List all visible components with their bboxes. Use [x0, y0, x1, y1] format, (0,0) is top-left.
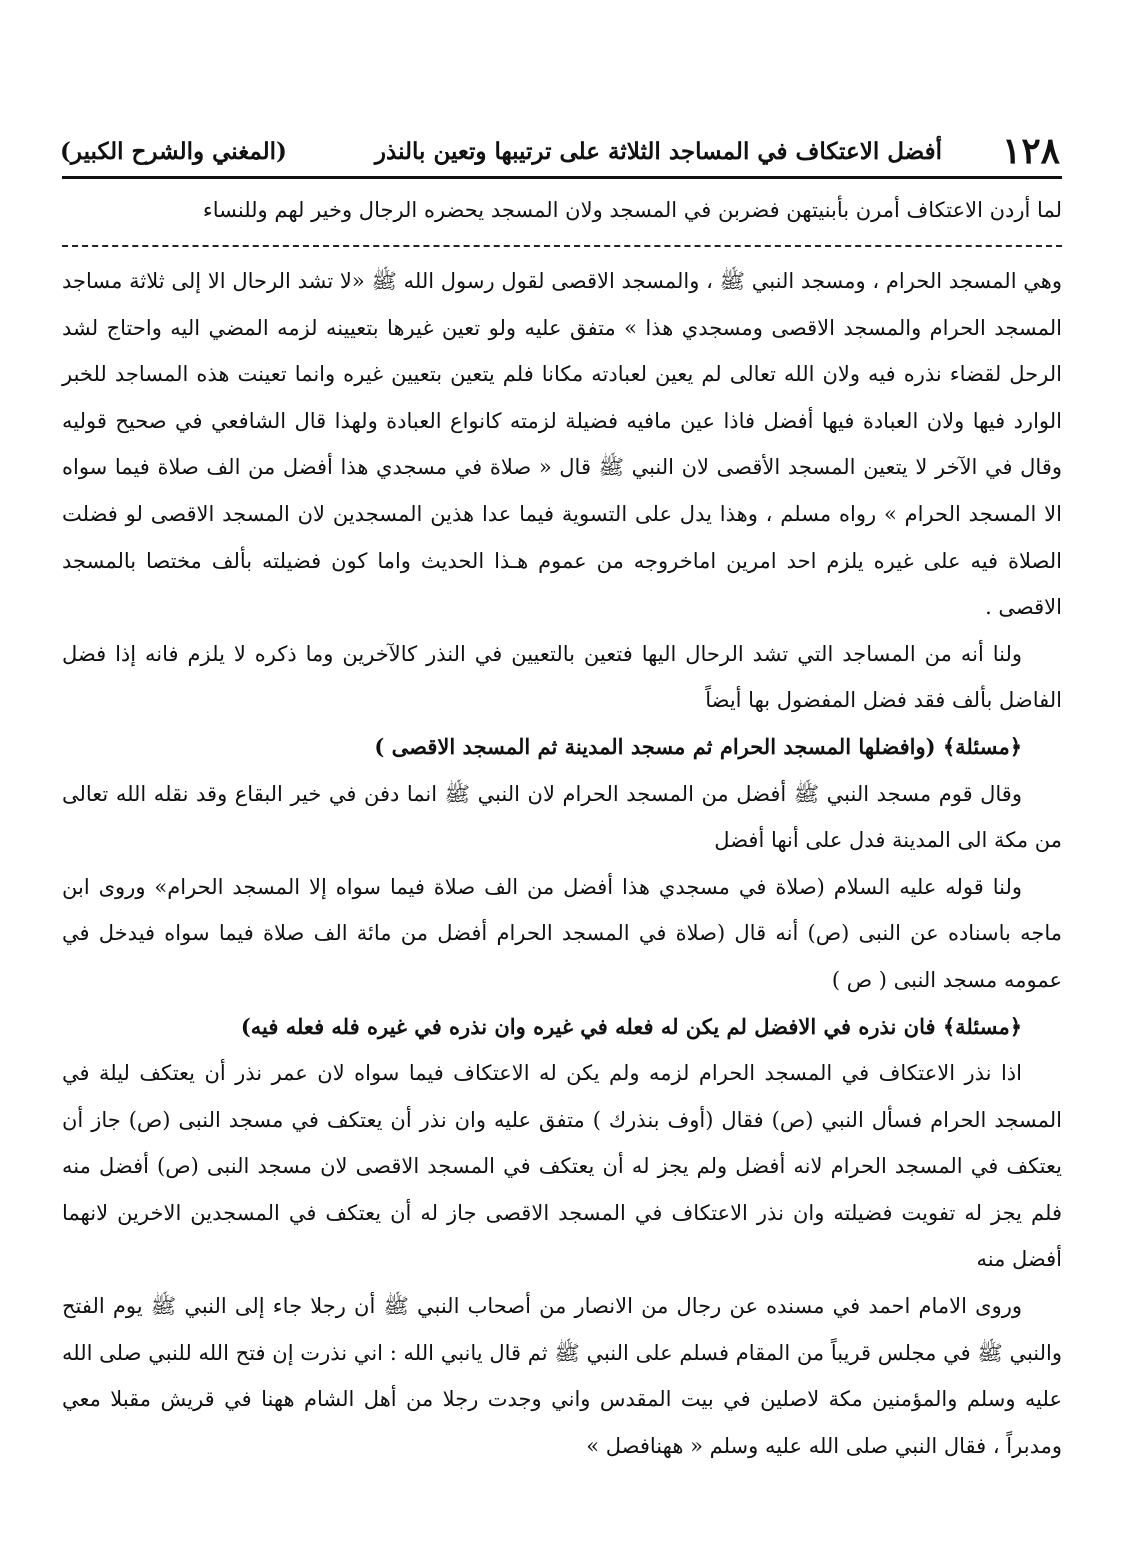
page-header: [60, 128, 1060, 174]
footnote-continuation-line: لما أردن الاعتكاف أمرن بأبنيتهن فضربن في المسجد ولان المسجد يحضره الرجال وخير لهم وللنساء: [202, 198, 1062, 222]
masala-marker: ﴿مسئلة﴾: [942, 1013, 1022, 1039]
masala-text: فان نذره في الافضل لم يكن له فعله في غيره وان نذره في غيره فله فعله فيه): [240, 1013, 936, 1039]
paragraph-1: وهي المسجد الحرام ، ومسجد النبي ﷺ ، والمسجد الاقصى لقول رسول الله ﷺ «لا تشد الرحال الا إلى ثلاثة مساجد المسجد الحرام والمسجد الاقصى ومسجدي هذا » متفق عليه ولو تعين غيرها بتعيينه لزمه المضي اليه واحتاج لشد الرحل لقضاء نذره فيه ولان الله تعالى لم يعين لعبادته مكانا فلم يتعين بتعيين غيره وانما تعينت هذه المساجد للخبر الوارد فيها ولان العبادة فيها أفضل فاذا عين مافيه فضيلة لزمته كانواع العبادة ولهذا قال الشافعي في صحيح قوليه وقال في الآخر لا يتعين المسجد الأقصى لان النبي ﷺ قال « صلاة في مسجدي هذا أفضل من الف صلاة فيما سواه الا المسجد الحرام » رواه مسلم ، وهذا يدل على التسوية فيما عدا هذين المسجدين لان المسجد الاقصى لو فضلت الصلاة فيه على غيره يلزم احد امرين اماخروجه من عموم هـذا الحديث واما كون فضيلته بألف مختصا بالمسجد الاقصى .: [62, 269, 1062, 620]
paragraph-2: ولنا أنه من المساجد التي تشد الرحال اليها فتعين بالتعيين في النذر كالآخرين وما ذكره لا يلزم فانه إذا فضل الفاضل بألف فقد فضل المفضول بها أيضاً: [62, 641, 1062, 713]
masala-1: [62, 724, 1062, 771]
masala-2: [62, 1004, 1062, 1051]
masala-text: (وافضلها المسجد الحرام ثم مسجد المدينة ثم المسجد الاقصى ): [374, 733, 936, 759]
paragraph-5: اذا نذر الاعتكاف في المسجد الحرام لزمه ولم يكن له الاعتكاف فيما سواه لان عمر نذر أن يعتكف ليلة في المسجد الحرام فسأل النبي (ص) فقال (أوف بنذرك ) متفق عليه وان نذر أن يعتكف في مسجد النبى (ص) جاز أن يعتكف في المسجد الحرام لانه أفضل ولم يجز له أن يعتكف في المسجد الاقصى لان مسجد النبى (ص) أفضل منه فلم يجز له تفويت فضيلته وان نذر الاعتكاف في المسجد الاقصى جاز له أن يعتكف في المسجدين الاخرين لانهما أفضل منه: [62, 1061, 1062, 1272]
running-title: أفضل الاعتكاف في المساجد الثلاثة على ترتيبها وتعين بالنذر: [374, 138, 942, 165]
paragraph-4: ولنا قوله عليه السلام (صلاة في مسجدي هذا أفضل من الف صلاة فيما سواه إلا المسجد الحرام» وروى ابن ماجه باسناده عن النبى (ص) أنه قال (صلاة في المسجد الحرام أفضل من مائة الف صلاة فيما سواه فيدخل في عمومه مسجد النبى ( ص ): [62, 874, 1062, 992]
page-number: ١٢٨: [1001, 130, 1060, 172]
separator-rule: [62, 245, 1062, 247]
header-rule: [62, 176, 1062, 179]
body-text: [62, 258, 1062, 1469]
paragraph-6: وروى الامام احمد في مسنده عن رجال من الانصار من أصحاب النبي ﷺ أن رجلا جاء إلى النبي ﷺ يوم الفتح والنبي ﷺ في مجلس قريباً من المقام فسلم على النبي ﷺ ثم قال يانبي الله : اني نذرت إن فتح الله للنبي صلى الله عليه وسلم والمؤمنين مكة لاصلين في بيت المقدس واني وجدت رجلا من أهل الشام ههنا في قريش مقبلا معي ومدبراً ، فقال النبي صلى الله عليه وسلم « ههنافصل »: [62, 1294, 1062, 1458]
masala-marker: ﴿مسئلة﴾: [942, 733, 1022, 759]
paragraph-3: وقال قوم مسجد النبي ﷺ أفضل من المسجد الحرام لان النبي ﷺ انما دفن في خير البقاع وقد نقله الله تعالى من مكة الى المدينة فدل على أنها أفضل: [62, 781, 1062, 853]
book-title: (المغني والشرح الكبير): [60, 138, 287, 165]
